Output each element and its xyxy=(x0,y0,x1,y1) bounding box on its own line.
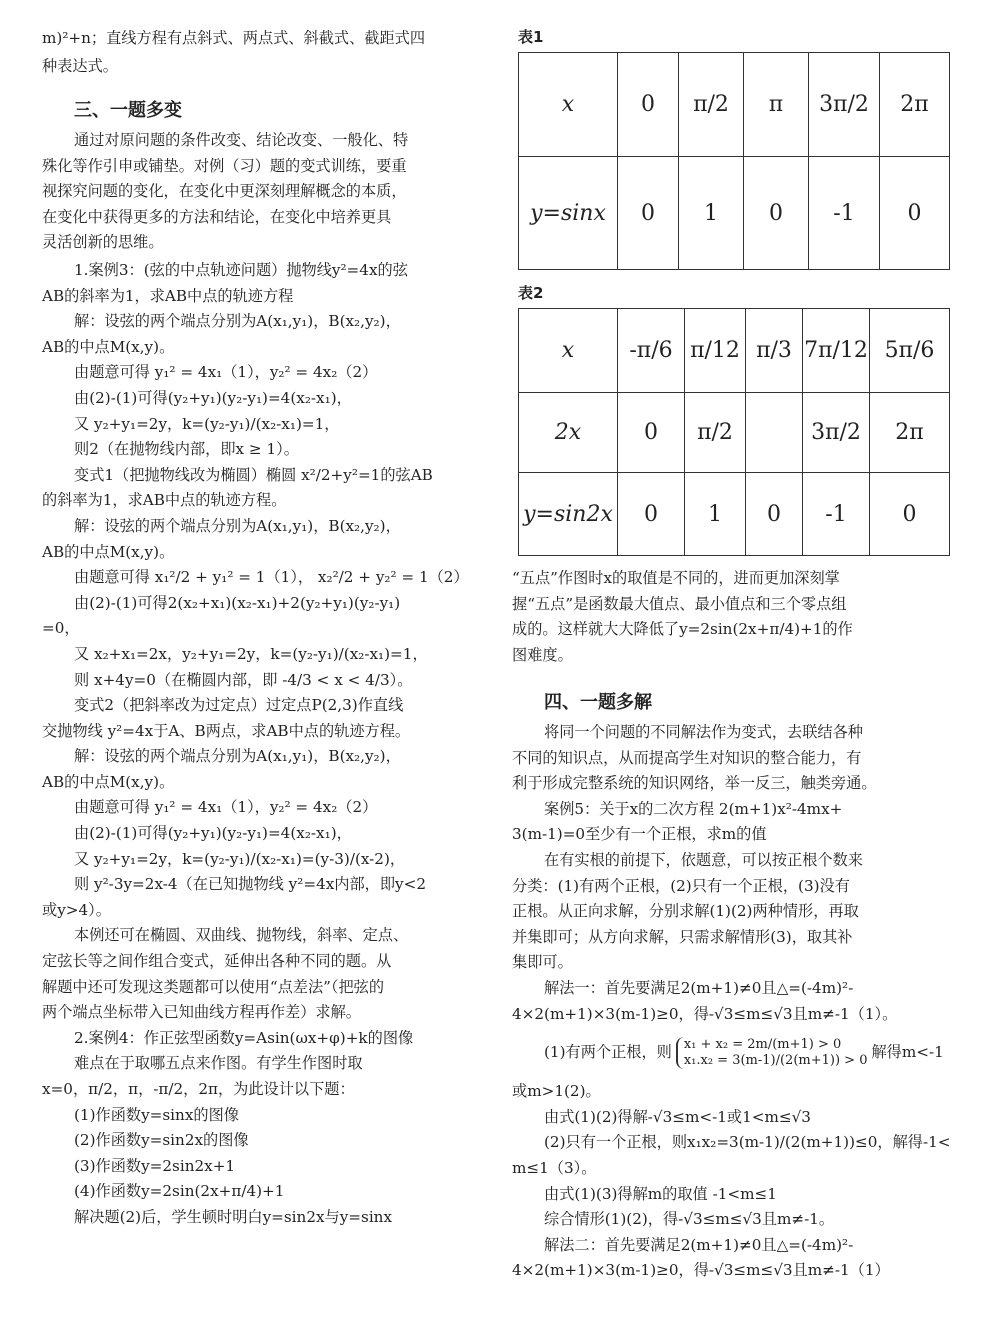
text-line: 又 y₂+y₁=2y，k=(y₂-y₁)/(x₂-x₁)=(y-3)/(x-2)， xyxy=(74,849,406,868)
text-line: 解得m<-1 xyxy=(871,1043,944,1062)
text-line: (4)作函数y=2sin(2x+π/4)+1 xyxy=(74,1182,285,1201)
section-title: 四、一题多解 xyxy=(544,692,652,713)
text-line: AB的斜率为1，求AB中点的轨迹方程 xyxy=(42,286,294,305)
table-cell: y=sinx xyxy=(519,157,618,270)
table-cell: π/3 xyxy=(746,309,803,393)
table1 xyxy=(518,52,950,270)
table-cell: 0 xyxy=(870,473,950,556)
table-cell: 2x xyxy=(519,393,618,473)
table1-label: 表1 xyxy=(518,28,544,46)
text-line: 综合情形(1)(2)，得-√3≤m≤√3且m≠-1。 xyxy=(544,1210,835,1229)
text-line: 由题意可得 y₁² = 4x₁（1），y₂² = 4x₂（2） xyxy=(74,798,378,817)
text-line: 本例还可在椭圆、双曲线、抛物线，斜率、定点、 xyxy=(74,926,409,945)
table-cell: -1 xyxy=(803,473,870,556)
equation: x₁.x₂ = 3(m-1)/(2(m+1)) > 0 xyxy=(683,1053,868,1069)
equation-system xyxy=(676,1037,868,1069)
text-line: 由式(1)(2)得解-√3≤m<-1或1<m≤√3 xyxy=(544,1107,811,1126)
table-row xyxy=(519,473,950,556)
case5-block xyxy=(512,720,951,1284)
text-line: 3(m-1)=0至少有一个正根，求m的值 xyxy=(512,825,767,844)
text-line: m)²+n；直线方程有点斜式、两点式、斜截式、截距式四 xyxy=(42,29,426,47)
table2-label: 表2 xyxy=(518,284,544,302)
table-cell: 7π/12 xyxy=(803,309,870,393)
table-cell: π xyxy=(744,53,809,157)
text-line: (2)只有一个正根，则x₁x₂=3(m-1)/(2(m+1))≤0，解得-1< xyxy=(544,1133,951,1152)
text-line: 由式(1)(3)得解m的取值 -1<m≤1 xyxy=(544,1184,777,1203)
table-row xyxy=(519,157,950,270)
table-cell: -1 xyxy=(809,157,880,270)
table-cell: 3π/2 xyxy=(809,53,880,157)
table-row xyxy=(519,393,950,473)
text-line: 种表达式。 xyxy=(42,57,118,75)
text-line: 握“五点”是函数最大值点、最小值点和三个零点组 xyxy=(512,594,847,613)
text-line: 4×2(m+1)×3(m-1)≥0，得-√3≤m≤√3且m≠-1（1） xyxy=(512,1261,890,1280)
table-cell: 5π/6 xyxy=(870,309,950,393)
case3-block xyxy=(42,258,469,1231)
text-line: 视探究问题的变化，在变化中更深刻理解概念的本质， xyxy=(42,182,407,201)
text-line: 由(2)-(1)可得2(x₂+x₁)(x₂-x₁)+2(y₂+y₁)(y₂-y₁) xyxy=(74,593,401,612)
text-line: =0， xyxy=(42,619,80,638)
text-line: 案例5：关于x的二次方程 2(m+1)x²-4mx+ xyxy=(544,799,843,818)
text-line: 成的。这样就大大降低了y=2sin(2x+π/4)+1的作 xyxy=(512,620,853,639)
table-cell: 3π/2 xyxy=(803,393,870,473)
system-line xyxy=(512,1027,951,1079)
table-cell: 0 xyxy=(744,157,809,270)
text-line: 交抛物线 y²=4x于A、B两点，求AB中点的轨迹方程。 xyxy=(42,721,411,740)
text-line: 则2（在抛物线内部，即x ≥ 1）。 xyxy=(74,440,299,459)
text-line: 两个端点坐标带入已知曲线方程再作差）求解。 xyxy=(42,1003,361,1022)
text-line: 或m>1(2)。 xyxy=(512,1082,601,1101)
table-row xyxy=(519,309,950,393)
text-line: 解：设弦的两个端点分别为A(x₁,y₁)，B(x₂,y₂)， xyxy=(74,312,401,331)
table-cell: 1 xyxy=(685,473,746,556)
equation: x₁ + x₂ = 2m/(m+1) > 0 xyxy=(683,1037,842,1053)
table-cell xyxy=(746,393,803,473)
text-line: 解：设弦的两个端点分别为A(x₁,y₁)，B(x₂,y₂)， xyxy=(74,516,401,535)
table-cell: 2π xyxy=(870,393,950,473)
table-cell: 1 xyxy=(679,157,744,270)
table-cell: y=sin2x xyxy=(519,473,618,556)
table-cell: x xyxy=(519,309,618,393)
text-line: 解决题(2)后，学生顿时明白y=sin2x与y=sinx xyxy=(74,1207,393,1226)
table-cell: π/2 xyxy=(679,53,744,157)
table-cell: π/2 xyxy=(685,393,746,473)
text-line: AB的中点M(x,y)。 xyxy=(42,337,175,356)
text-line: 又 x₂+x₁=2x，y₂+y₁=2y，k=(y₂-y₁)/(x₂-x₁)=1， xyxy=(74,644,428,663)
text-line: 通过对原问题的条件改变、结论改变、一般化、特 xyxy=(74,131,409,149)
text-line: m≤1（3）。 xyxy=(512,1158,597,1177)
paragraph xyxy=(42,128,408,256)
text-line: 在变化中获得更多的方法和结论，在变化中培养更具 xyxy=(42,207,392,226)
text-line: 变式1（把抛物线改为椭圆）椭圆 x²/2+y²=1的弦AB xyxy=(74,465,433,484)
table-cell: 0 xyxy=(618,53,679,157)
text-line: 由题意可得 y₁² = 4x₁（1），y₂² = 4x₂（2） xyxy=(74,363,378,382)
text-line: 1.案例3：(弦的中点轨迹问题）抛物线y²=4x的弦 xyxy=(74,261,408,279)
text-line: 并集即可；从方向求解，只需求解情形(3)，取其补 xyxy=(512,927,853,946)
text-line: 定弦长等之间作组合变式，延伸出各种不同的题。从 xyxy=(42,952,392,971)
table-cell: 0 xyxy=(618,393,685,473)
paragraph xyxy=(512,566,853,668)
text-line: 解题中还可发现这类题都可以使用“点差法”（把弦的 xyxy=(42,977,385,996)
table2 xyxy=(518,308,950,556)
table-cell: 0 xyxy=(618,157,679,270)
table-cell: 2π xyxy=(880,53,950,157)
text-line: 正根。从正向求解，分别求解(1)(2)两种情形，再取 xyxy=(512,902,859,921)
table-cell: 0 xyxy=(880,157,950,270)
text-line: 灵活创新的思维。 xyxy=(42,233,164,252)
table-cell: 0 xyxy=(746,473,803,556)
text-line: 则 x+4y=0（在椭圆内部，即 -4/3 < x < 4/3）。 xyxy=(74,670,413,689)
text-line: 2.案例4：作正弦型函数y=Asin(ωx+φ)+k的图像 xyxy=(74,1028,414,1047)
text-line: 4×2(m+1)×3(m-1)≥0，得-√3≤m≤√3且m≠-1（1）。 xyxy=(512,1004,898,1023)
text-line: 集即可。 xyxy=(512,953,573,972)
text-line: 难点在于取哪五点来作图。有学生作图时取 xyxy=(74,1054,363,1073)
text-line: 解法一：首先要满足2(m+1)≠0且△=(-4m)²- xyxy=(544,978,854,997)
text-line: 不同的知识点，从而提高学生对知识的整合能力，有 xyxy=(512,748,862,767)
text-line: 或y>4）。 xyxy=(42,900,111,919)
table-cell: π/12 xyxy=(685,309,746,393)
section-title: 三、一题多变 xyxy=(74,100,182,121)
text-line: 的斜率为1，求AB中点的轨迹方程。 xyxy=(42,491,287,510)
text-line: 在有实根的前提下，依题意，可以按正根个数来 xyxy=(544,850,863,869)
table-cell: x xyxy=(519,53,618,157)
text-line: 将同一个问题的不同解法作为变式，去联结各种 xyxy=(544,723,863,741)
table-cell: 0 xyxy=(618,473,685,556)
text-line: AB的中点M(x,y)。 xyxy=(42,542,175,561)
text-line: 解法二：首先要满足2(m+1)≠0且△=(-4m)²- xyxy=(544,1235,854,1254)
text-line: 由(2)-(1)可得(y₂+y₁)(y₂-y₁)=4(x₂-x₁)， xyxy=(74,824,352,843)
text-line: 变式2（把斜率改为过定点）过定点P(2,3)作直线 xyxy=(74,696,404,715)
text-line: (1)作函数y=sinx的图像 xyxy=(74,1105,239,1124)
text-line: “五点”作图时x的取值是不同的，进而更加深刻掌 xyxy=(512,569,840,587)
text-line: 由(2)-(1)可得(y₂+y₁)(y₂-y₁)=4(x₂-x₁)， xyxy=(74,388,352,407)
table-cell: -π/6 xyxy=(618,309,685,393)
text-line: (2)作函数y=sin2x的图像 xyxy=(74,1131,249,1150)
text-line: 则 y²-3y=2x-4（在已知抛物线 y²=4x内部，即y<2 xyxy=(74,875,427,894)
text-line: (1)有两个正根，则 xyxy=(544,1043,672,1062)
text-line: AB的中点M(x,y)。 xyxy=(42,772,175,791)
text-line: 图难度。 xyxy=(512,645,573,664)
text-line: x=0，π/2，π，-π/2，2π，为此设计以下题： xyxy=(42,1080,355,1098)
text-line: 殊化等作引申或铺垫。对例（习）题的变式训练，要重 xyxy=(42,156,407,175)
text-line: (3)作函数y=2sin2x+1 xyxy=(74,1156,236,1175)
text-line: 由题意可得 x₁²/2 + y₁² = 1（1）， x₂²/2 + y₂² = 1（2） xyxy=(74,568,469,587)
text-line: 利于形成完整系统的知识网络，举一反三，触类旁通。 xyxy=(512,774,877,793)
text-line: 分类：(1)有两个正根，(2)只有一个正根，(3)没有 xyxy=(512,876,850,895)
table-row xyxy=(519,53,950,157)
text-line: 解：设弦的两个端点分别为A(x₁,y₁)，B(x₂,y₂)， xyxy=(74,747,401,766)
text-line: 又 y₂+y₁=2y，k=(y₂-y₁)/(x₂-x₁)=1， xyxy=(74,414,340,433)
